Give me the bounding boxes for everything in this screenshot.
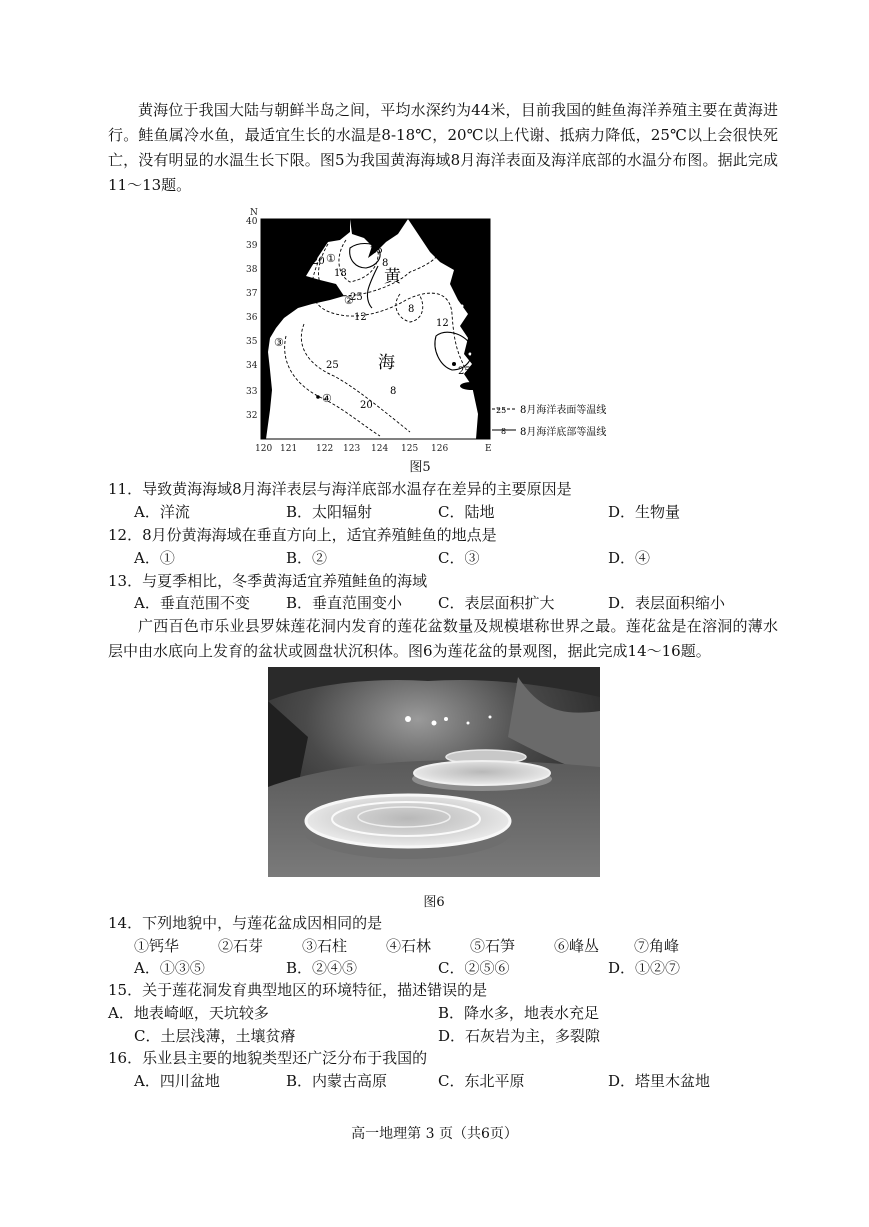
- lon-tick: 121: [280, 444, 298, 454]
- question-16-stem: 16．乐业县主要的地貌类型还广泛分布于我国的: [108, 1049, 428, 1067]
- question-16-options: [134, 1070, 794, 1092]
- lon-tick: 122: [316, 444, 334, 454]
- east-label: E: [485, 444, 492, 454]
- question-15-options-row2: [134, 1025, 794, 1047]
- q11-option-a[interactable]: A．洋流: [134, 503, 190, 521]
- legend-surface-label: 8月海洋表面等温线: [520, 405, 607, 416]
- latitude-ticks: [246, 217, 258, 421]
- lat-tick: 36: [246, 313, 258, 323]
- q12-option-b[interactable]: B．②: [286, 549, 328, 567]
- iso-label: 25: [370, 245, 383, 256]
- lon-tick: 124: [371, 444, 389, 454]
- q16-option-c[interactable]: C．东北平原: [438, 1072, 525, 1090]
- q14-item: ②石芽: [218, 937, 264, 955]
- q15-option-d[interactable]: D．石灰岩为主，多裂隙: [438, 1027, 601, 1045]
- question-13-options: [134, 592, 794, 614]
- q12-option-d[interactable]: D．④: [608, 549, 651, 567]
- lat-tick: 37: [246, 289, 258, 299]
- legend-surface-sample: 25: [496, 406, 507, 415]
- intro-paragraph-lotus-basin: 广西百色市乐业县罗妹莲花洞内发育的莲花盆数量及规模堪称世界之最。莲花盆是在溶洞的薄水层中由水底向上发育的盆状或圆盘状沉积体。图6为莲花盆的景观图，据此完成14～16题。: [108, 617, 778, 660]
- question-11-options: [134, 501, 794, 523]
- iso-label: 25: [458, 366, 471, 377]
- lat-tick: 32: [246, 411, 258, 421]
- lat-tick: 39: [246, 241, 258, 251]
- q15-option-c[interactable]: C．土层浅薄，土壤贫瘠: [134, 1027, 296, 1045]
- question-14-landforms: [134, 935, 794, 957]
- point-3: ③: [274, 336, 284, 349]
- north-label: N: [250, 208, 258, 218]
- map-legend: [492, 403, 606, 438]
- point-2: ②: [344, 294, 354, 307]
- question-14-options: [134, 957, 794, 979]
- iso-label: 8: [382, 258, 389, 269]
- jeju-island: [460, 382, 484, 390]
- legend-bottom-sample: 8: [501, 427, 507, 436]
- point-4: ④: [322, 392, 332, 405]
- question-12-stem: 12．8月份黄海海域在垂直方向上，适宜养殖鲑鱼的地点是: [108, 526, 497, 544]
- q14-item: ⑤石笋: [470, 937, 516, 955]
- q14-item: ⑦角峰: [634, 937, 680, 955]
- lat-tick: 33: [246, 387, 258, 397]
- q12-option-a[interactable]: A．①: [134, 549, 175, 567]
- lon-tick: 123: [343, 444, 361, 454]
- question-15-options-row1: [108, 1002, 768, 1024]
- lon-tick: 125: [401, 444, 419, 454]
- q13-option-c[interactable]: C．表层面积扩大: [438, 594, 555, 612]
- sea-char-hai: 海: [378, 353, 395, 373]
- lat-tick: 34: [246, 361, 258, 371]
- q14-option-a[interactable]: A．①③⑤: [134, 959, 205, 977]
- figure-5-caption: 图5: [409, 460, 431, 475]
- q16-option-b[interactable]: B．内蒙古高原: [286, 1072, 388, 1090]
- q15-option-a[interactable]: A．地表崎岖，天坑较多: [108, 1004, 269, 1022]
- island: [452, 362, 456, 366]
- longitude-ticks: [255, 444, 492, 454]
- q13-option-b[interactable]: B．垂直范围变小: [286, 594, 403, 612]
- q14-item: ①钙华: [134, 937, 180, 955]
- middle-lotus-basin: [414, 761, 550, 785]
- iso-label: 25: [326, 360, 339, 371]
- q11-option-b[interactable]: B．太阳辐射: [286, 503, 373, 521]
- iso-label: 20: [312, 256, 325, 267]
- lotus-basin-cave-photo: [268, 667, 600, 877]
- question-13-stem: 13．与夏季相比，冬季黄海适宜养殖鲑鱼的海域: [108, 572, 428, 590]
- q16-option-d[interactable]: D．塔里木盆地: [608, 1072, 711, 1090]
- point-4-dot: [316, 395, 320, 399]
- question-14-stem: 14．下列地貌中，与莲花盆成因相同的是: [108, 914, 383, 932]
- q14-item: ⑥峰丛: [554, 937, 600, 955]
- question-15-stem: 15．关于莲花洞发育典型地区的环境特征，描述错误的是: [108, 981, 488, 999]
- figure-6-photo: [268, 667, 600, 877]
- figure-5-map: [240, 204, 640, 456]
- q14-option-b[interactable]: B．②④⑤: [286, 959, 358, 977]
- iso-label: 12: [354, 312, 367, 323]
- q11-option-c[interactable]: C．陆地: [438, 503, 495, 521]
- legend-bottom-label: 8月海洋底部等温线: [520, 427, 607, 438]
- question-12-options: [134, 547, 794, 569]
- intro-paragraph-yellow-sea: 黄海位于我国大陆与朝鲜半岛之间，平均水深约为44米，目前我国的鲑鱼海洋养殖主要在黄海进行。鲑鱼属冷水鱼，最适宜生长的水温是8-18℃，20℃以上代谢、抵病力降低，25℃以上会很快死亡，没有明显的水温生长下限。图5为我国黄海海域8月海洋表面及海洋底部的水温分布图。据此完成11～13题。: [108, 101, 778, 194]
- q16-option-a[interactable]: A．四川盆地: [134, 1072, 220, 1090]
- iso-label: 20: [360, 400, 373, 411]
- lat-tick: 38: [246, 265, 258, 275]
- iso-label: 25: [350, 292, 363, 303]
- iso-label: 18: [334, 268, 347, 279]
- question-11-stem: 11．导致黄海海域8月海洋表层与海洋底部水温存在差异的主要原因是: [108, 480, 572, 498]
- q14-option-c[interactable]: C．②⑤⑥: [438, 959, 510, 977]
- lon-tick: 120: [255, 444, 273, 454]
- q13-option-d[interactable]: D．表层面积缩小: [608, 594, 726, 612]
- q13-option-a[interactable]: A．垂直范围不变: [134, 594, 250, 612]
- lat-tick: 35: [246, 337, 258, 347]
- iso-label: 8: [390, 386, 397, 397]
- q14-item: ③石柱: [302, 937, 348, 955]
- sea-char-huang: 黄: [384, 267, 401, 287]
- yellow-sea-temperature-map: [240, 204, 640, 456]
- q12-option-c[interactable]: C．③: [438, 549, 480, 567]
- q11-option-d[interactable]: D．生物量: [608, 503, 681, 521]
- iso-label: 8: [408, 304, 415, 315]
- page-footer: 高一地理第 3 页（共6页）: [351, 1126, 518, 1142]
- lon-tick: 126: [431, 444, 449, 454]
- lat-tick: 40: [246, 217, 258, 227]
- q14-option-d[interactable]: D．①②⑦: [608, 959, 681, 977]
- point-1: ①: [326, 252, 336, 265]
- q14-item: ④石林: [386, 937, 432, 955]
- figure-6-caption: 图6: [423, 895, 445, 910]
- q15-option-b[interactable]: B．降水多，地表水充足: [438, 1004, 600, 1022]
- iso-label: 12: [436, 318, 449, 329]
